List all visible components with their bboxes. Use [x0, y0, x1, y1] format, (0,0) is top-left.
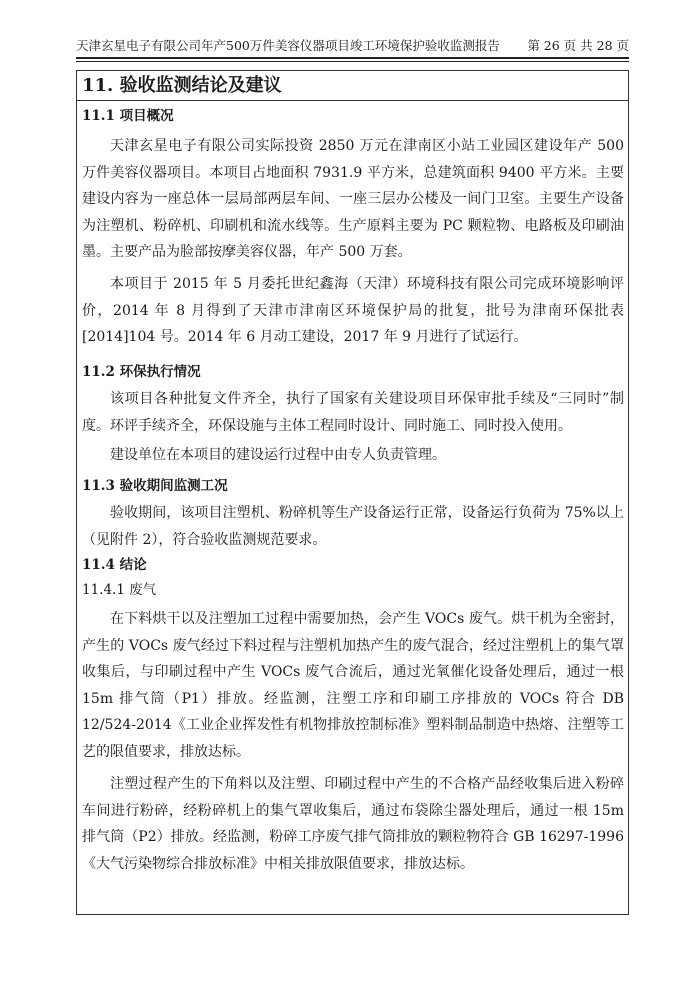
header-rule-thick	[76, 57, 629, 59]
paragraph-exhaust-vocs: 在下料烘干以及注塑加工过程中需要加热，会产生 VOCs 废气。烘干机为全密封，产生的 VOCs 废气经过下料过程与注塑机加热产生的废气混合，经过注塑机上的集气罩收集后，与印刷过程中产生 VOCs 废气合流后，通过光氧催化设备处理后，通过一根 15m 排气筒（P1）排放。经监测，注塑工序和印刷工序排放的 VOCs 符合 DB 12/524-2014《工业企业挥发性有机物排放控制标准》塑料制品制造中热熔、注塑等工艺的限值要求，排放达标。	[82, 611, 624, 760]
page-header	[76, 36, 629, 56]
header-rule-thin	[76, 61, 629, 62]
paragraph-operating-conditions: 验收期间，该项目注塑机、粉碎机等生产设备运行正常，设备运行负荷为 75%以上（见附件 2），符合验收监测规范要求。	[82, 505, 624, 548]
paragraph-project-overview: 天津玄星电子有限公司实际投资 2850 万元在津南区小站工业园区建设年产 500 万件美容仪器项目。本项目占地面积 7931.9 平方米，总建筑面积 9400 平方米。主要建设内容为一座总体一层局部两层车间、一座三层办公楼及一间门卫室。主要生产设备为注塑机、粉碎机、印刷机和流水线等。生产原料主要为 PC 颗粒物、电路板及印刷油墨。主要产品为脸部按摩美容仪器，年产 500 万套。	[82, 138, 624, 260]
paragraph-eia-approval: 本项目于 2015 年 5 月委托世纪鑫海（天津）环境科技有限公司完成环境影响评价，2014 年 8 月得到了天津市津南区环境保护局的批复，批号为津南环保批表[2014]104 号。2014 年 6 月动工建设，2017 年 9 月进行了试运行。	[82, 276, 624, 345]
header-page-number: 第 26 页 共 28 页	[527, 38, 629, 53]
heading-11-4: 11.4 结论	[82, 557, 147, 573]
section-title-rule	[76, 100, 629, 101]
section-title: 11. 验收监测结论及建议	[82, 75, 282, 96]
paragraph-exhaust-particulates: 注塑过程产生的下角料以及注塑、印刷过程中产生的不合格产品经收集后进入粉碎车间进行粉碎，经粉碎机上的集气罩收集后，通过布袋除尘器处理后，通过一根 15m 排气筒（P2）排放。经监测，粉碎工序废气排气筒排放的颗粒物符合 GB 16297-1996《大气污染物综合排放标准》中相关排放限值要求，排放达标。	[82, 776, 624, 872]
heading-11-2: 11.2 环保执行情况	[82, 364, 201, 380]
paragraph-management: 建设单位在本项目的建设运行过程中由专人负责管理。	[110, 447, 446, 463]
paragraph-env-compliance: 该项目各种批复文件齐全，执行了国家有关建设项目环保审批手续及“三同时”制度。环评手续齐全，环保设施与主体工程同时设计、同时施工、同时投入使用。	[82, 391, 624, 434]
header-title: 天津玄星电子有限公司年产500万件美容仪器项目竣工环境保护验收监测报告	[76, 38, 500, 53]
heading-11-4-1: 11.4.1 废气	[82, 582, 157, 598]
heading-11-1: 11.1 项目概况	[82, 108, 174, 124]
heading-11-3: 11.3 验收期间监测工况	[82, 478, 228, 494]
